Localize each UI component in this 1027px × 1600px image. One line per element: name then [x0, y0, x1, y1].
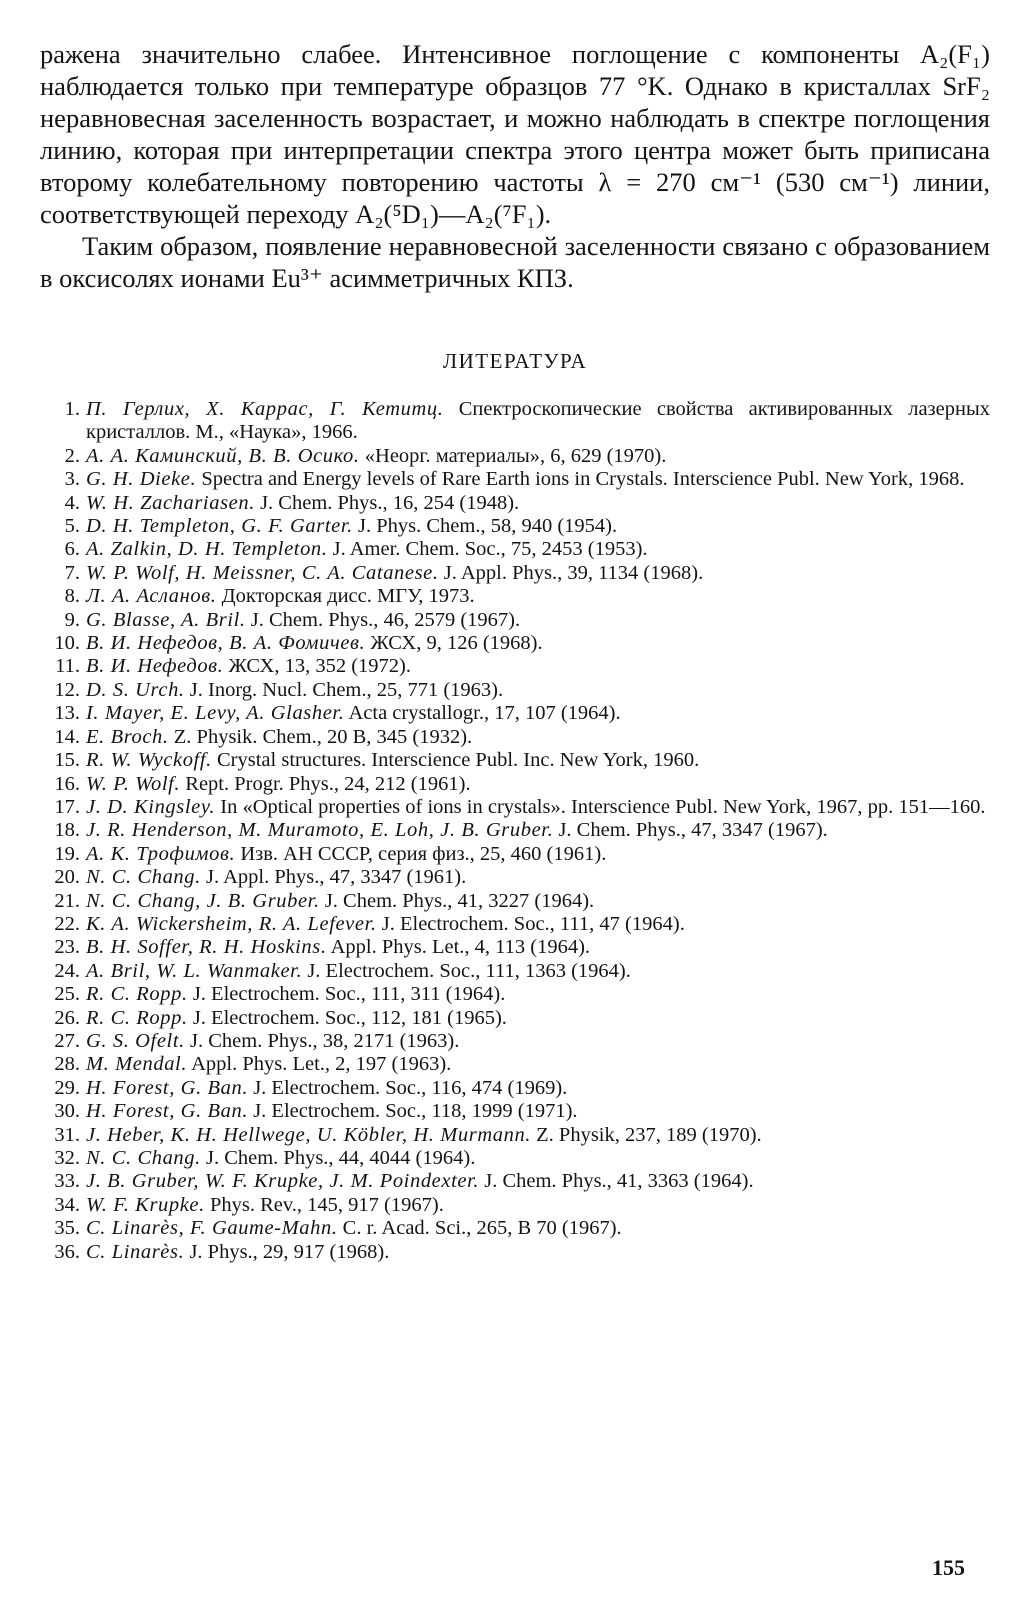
- reference-authors: N. C. Chang, J. B. Gruber.: [86, 889, 320, 912]
- reference-text: [86, 1194, 990, 1217]
- reference-authors: А. К. Трофимов.: [86, 842, 236, 865]
- reference-number: 35.: [54, 1217, 80, 1240]
- reference-number: 29.: [54, 1076, 80, 1099]
- reference-number: 25.: [54, 983, 80, 1006]
- reference-source: Acta crystallogr., 17, 107 (1964).: [348, 702, 621, 725]
- reference-authors: G. S. Ofelt.: [86, 1029, 185, 1052]
- reference-number: 18.: [54, 819, 80, 842]
- reference-source: J. Chem. Phys., 47, 3347 (1967).: [558, 819, 828, 842]
- reference-source: Phys. Rev., 145, 917 (1967).: [209, 1193, 444, 1216]
- reference-text: [86, 655, 990, 678]
- reference-authors: J. D. Kingsley.: [86, 795, 216, 818]
- reference-item: [40, 773, 990, 796]
- body-paragraph: ражена значительно слабее. Интенсивное поглощение с компоненты A₂(F₁) наблюдается только при температуре образцов 77 °K. Однако в кристаллах SrF₂ неравновесная заселенность возрастает, и можно наблюдать в спектре поглощения линию, которая при интерпретации спектра этого центра может быть приписана второму колебательному повторению частоты λ = 270 см⁻¹ (530 см⁻¹) линии, соответствующей переходу A₂(⁵D₁)—A₂(⁷F₁).: [40, 39, 990, 229]
- reference-source: Appl. Phys. Let., 4, 113 (1964).: [330, 936, 591, 959]
- reference-text: [86, 609, 990, 632]
- reference-source: J. Amer. Chem. Soc., 75, 2453 (1953).: [332, 538, 648, 561]
- reference-item: [40, 1194, 990, 1217]
- reference-authors: В. И. Нефедов, В. А. Фомичев.: [86, 632, 366, 655]
- reference-number: 33.: [54, 1170, 80, 1193]
- reference-text: [86, 1030, 990, 1053]
- reference-text: [86, 960, 990, 983]
- reference-authors: А. А. Каминский, В. В. Осико.: [86, 444, 360, 467]
- reference-source: C. r. Acad. Sci., 265, B 70 (1967).: [342, 1217, 622, 1240]
- reference-source: Crystal structures. Interscience Publ. Inc. New York, 1960.: [217, 749, 700, 772]
- reference-number: 16.: [54, 772, 80, 795]
- reference-number: 13.: [54, 702, 80, 725]
- reference-number: 11.: [55, 655, 80, 678]
- reference-item: [40, 960, 990, 983]
- reference-source: J. Electrochem. Soc., 111, 311 (1964).: [192, 983, 506, 1006]
- reference-text: [86, 726, 990, 749]
- reference-source: J. Chem. Phys., 46, 2579 (1967).: [250, 608, 521, 631]
- reference-authors: D. H. Templeton, G. F. Garter.: [86, 515, 353, 538]
- reference-authors: N. C. Chang.: [86, 1147, 201, 1169]
- reference-text: [86, 773, 990, 796]
- reference-source: Изв. АН СССР, серия физ., 25, 460 (1961).: [240, 842, 607, 865]
- reference-text: [86, 515, 990, 538]
- reference-source: J. Appl. Phys., 39, 1134 (1968).: [443, 561, 704, 584]
- reference-number: 5.: [64, 515, 80, 538]
- reference-text: [86, 445, 990, 468]
- page: [40, 38, 990, 1264]
- reference-source: Z. Physik. Chem., 20 B, 345 (1932).: [173, 725, 473, 748]
- reference-number: 6.: [64, 538, 80, 561]
- reference-text: [86, 1147, 990, 1170]
- reference-item: [40, 1241, 990, 1264]
- reference-source: J. Electrochem. Soc., 118, 1999 (1971).: [253, 1100, 578, 1123]
- reference-item: [40, 655, 990, 678]
- reference-item: [40, 445, 990, 468]
- reference-item: [40, 1147, 990, 1170]
- reference-item: [40, 866, 990, 889]
- reference-number: 17.: [54, 795, 80, 818]
- reference-source: J. Phys., 29, 917 (1968).: [189, 1240, 390, 1263]
- reference-text: [86, 468, 990, 491]
- reference-authors: D. S. Urch.: [86, 678, 185, 701]
- reference-authors: П. Герлих, Х. Каррас, Г. Кетитц.: [86, 398, 444, 420]
- reference-authors: J. Heber, K. H. Hellwege, U. Köbler, H. Murmann.: [86, 1123, 532, 1146]
- reference-item: [40, 468, 990, 491]
- reference-item: [40, 398, 990, 445]
- reference-text: [86, 796, 990, 819]
- reference-item: [40, 913, 990, 936]
- reference-text: [86, 1217, 990, 1240]
- reference-authors: W. P. Wolf, H. Meissner, C. A. Catanese.: [86, 561, 439, 584]
- reference-source: J. Chem. Phys., 38, 2171 (1963).: [190, 1029, 460, 1052]
- reference-number: 22.: [54, 912, 80, 935]
- reference-authors: Л. А. Асланов.: [86, 585, 217, 608]
- reference-text: [86, 632, 990, 655]
- reference-source: J. Chem. Phys., 41, 3227 (1964).: [324, 889, 595, 912]
- reference-item: [40, 983, 990, 1006]
- reference-authors: C. Linarès, F. Gaume-Mahn.: [86, 1217, 338, 1240]
- reference-number: 3.: [64, 468, 80, 491]
- reference-source: Z. Physik, 237, 189 (1970).: [536, 1123, 762, 1146]
- reference-source: Spectra and Energy levels of Rare Earth ions in Crystals. Interscience Publ. New York, 1968.: [201, 468, 965, 491]
- reference-authors: W. H. Zachariasen.: [86, 491, 255, 514]
- reference-source: Appl. Phys. Let., 2, 197 (1963).: [191, 1053, 452, 1076]
- reference-authors: J. R. Henderson, M. Muramoto, E. Loh, J. B. Gruber.: [86, 819, 554, 842]
- reference-item: [40, 819, 990, 842]
- reference-source: «Неорг. материалы», 6, 629 (1970).: [364, 444, 667, 467]
- reference-number: 36.: [54, 1240, 80, 1263]
- reference-text: [86, 1077, 990, 1100]
- reference-number: 31.: [54, 1123, 80, 1146]
- reference-source: J. Phys. Chem., 58, 940 (1954).: [358, 515, 618, 538]
- reference-text: [86, 585, 990, 608]
- reference-authors: G. Blasse, A. Bril.: [86, 608, 246, 631]
- reference-item: [40, 1217, 990, 1240]
- reference-source: J. Electrochem. Soc., 116, 474 (1969).: [253, 1076, 568, 1099]
- reference-authors: G. H. Dieke.: [86, 468, 197, 491]
- reference-item: [40, 1170, 990, 1193]
- reference-text: [86, 1053, 990, 1076]
- reference-item: [40, 1030, 990, 1053]
- reference-number: 14.: [54, 725, 80, 748]
- reference-text: [86, 866, 990, 889]
- reference-source: Докторская дисс. МГУ, 1973.: [221, 585, 475, 608]
- reference-authors: E. Broch.: [86, 725, 169, 748]
- reference-text: [86, 1241, 990, 1264]
- reference-number: 30.: [54, 1100, 80, 1123]
- reference-number: 8.: [64, 585, 80, 608]
- reference-item: [40, 726, 990, 749]
- reference-number: 2.: [64, 444, 80, 467]
- reference-source: Rept. Progr. Phys., 24, 212 (1961).: [185, 772, 471, 795]
- reference-item: [40, 632, 990, 655]
- reference-number: 10.: [54, 632, 80, 655]
- reference-item: [40, 890, 990, 913]
- reference-text: [86, 1170, 990, 1193]
- reference-number: 20.: [54, 866, 80, 889]
- reference-authors: A. Bril, W. L. Wanmaker.: [86, 959, 303, 982]
- reference-authors: W. P. Wolf.: [86, 772, 181, 795]
- reference-source: J. Electrochem. Soc., 111, 47 (1964).: [381, 912, 685, 935]
- reference-number: 32.: [54, 1147, 80, 1169]
- reference-item: [40, 515, 990, 538]
- reference-item: [40, 1077, 990, 1100]
- reference-text: [86, 983, 990, 1006]
- reference-item: [40, 1053, 990, 1076]
- reference-source: J. Electrochem. Soc., 112, 181 (1965).: [192, 1006, 507, 1029]
- reference-source: J. Appl. Phys., 47, 3347 (1961).: [205, 866, 467, 889]
- body-paragraph: Таким образом, появление неравновесной заселенности связано с образованием в оксисолях ионами Eu³⁺ асимметричных КПЗ.: [40, 231, 990, 293]
- reference-source: J. Chem. Phys., 44, 4044 (1964).: [205, 1147, 476, 1169]
- reference-item: [40, 562, 990, 585]
- reference-item: [40, 609, 990, 632]
- reference-item: [40, 1100, 990, 1123]
- reference-source: J. Electrochem. Soc., 111, 1363 (1964).: [307, 959, 631, 982]
- references-heading: ЛИТЕРАТУРА: [442, 349, 588, 373]
- reference-text: [86, 936, 990, 959]
- reference-authors: В. И. Нефедов.: [86, 655, 224, 678]
- reference-text: [86, 1100, 990, 1123]
- reference-authors: R. C. Ropp.: [86, 1006, 188, 1029]
- reference-authors: A. Zalkin, D. H. Templeton.: [86, 538, 328, 561]
- reference-authors: H. Forest, G. Ban.: [86, 1076, 249, 1099]
- reference-authors: N. C. Chang.: [86, 866, 201, 889]
- reference-authors: K. A. Wickersheim, R. A. Lefever.: [86, 912, 377, 935]
- reference-item: [40, 796, 990, 819]
- reference-number: 1.: [64, 398, 80, 420]
- reference-authors: I. Mayer, E. Levy, A. Glasher.: [86, 702, 345, 725]
- reference-authors: W. F. Krupke.: [86, 1193, 205, 1216]
- reference-text: [86, 398, 990, 445]
- reference-text: [86, 702, 990, 725]
- reference-source: Спектроскопические свойства активированных лазерных кристаллов. М., «Наука», 1966.: [86, 398, 990, 444]
- reference-item: [40, 679, 990, 702]
- reference-item: [40, 936, 990, 959]
- reference-text: [86, 492, 990, 515]
- reference-number: 34.: [54, 1193, 80, 1216]
- reference-source: J. Inorg. Nucl. Chem., 25, 771 (1963).: [189, 678, 504, 701]
- reference-text: [86, 819, 990, 842]
- reference-item: [40, 843, 990, 866]
- reference-item: [40, 702, 990, 725]
- reference-text: [86, 843, 990, 866]
- reference-number: 24.: [54, 959, 80, 982]
- reference-number: 27.: [54, 1029, 80, 1052]
- reference-authors: R. C. Ropp.: [86, 983, 188, 1006]
- reference-text: [86, 913, 990, 936]
- reference-item: [40, 492, 990, 515]
- reference-authors: J. B. Gruber, W. F. Krupke, J. M. Poindexter.: [86, 1170, 480, 1193]
- reference-authors: M. Mendal.: [86, 1053, 188, 1076]
- reference-number: 15.: [54, 749, 80, 772]
- reference-item: [40, 538, 990, 561]
- reference-number: 7.: [64, 561, 80, 584]
- reference-item: [40, 749, 990, 772]
- reference-list: [40, 398, 990, 1264]
- reference-text: [86, 538, 990, 561]
- reference-number: 9.: [64, 608, 80, 631]
- page-number: 155: [932, 1555, 965, 1580]
- reference-source: ЖСХ, 13, 352 (1972).: [228, 655, 411, 678]
- reference-text: [86, 890, 990, 913]
- reference-number: 23.: [54, 936, 80, 959]
- reference-authors: C. Linarès.: [86, 1240, 185, 1263]
- reference-text: [86, 679, 990, 702]
- reference-text: [86, 1007, 990, 1030]
- reference-text: [86, 749, 990, 772]
- reference-item: [40, 1007, 990, 1030]
- reference-source: J. Chem. Phys., 41, 3363 (1964).: [484, 1170, 754, 1193]
- reference-number: 26.: [54, 1006, 80, 1029]
- reference-source: In «Optical properties of ions in crystals». Interscience Publ. New York, 1967, pp. 151—160.: [220, 795, 986, 818]
- reference-number: 12.: [54, 678, 80, 701]
- reference-authors: H. Forest, G. Ban.: [86, 1100, 249, 1123]
- reference-item: [40, 1124, 990, 1147]
- reference-source: J. Chem. Phys., 16, 254 (1948).: [260, 491, 520, 514]
- reference-text: [86, 562, 990, 585]
- reference-authors: B. H. Soffer, R. H. Hoskins.: [86, 936, 327, 959]
- reference-source: ЖСХ, 9, 126 (1968).: [370, 632, 543, 655]
- reference-authors: R. W. Wyckoff.: [86, 749, 212, 772]
- reference-number: 28.: [54, 1053, 80, 1076]
- reference-number: 19.: [54, 842, 80, 865]
- reference-item: [40, 585, 990, 608]
- reference-number: 4.: [64, 491, 80, 514]
- reference-number: 21.: [54, 889, 80, 912]
- reference-text: [86, 1124, 990, 1147]
